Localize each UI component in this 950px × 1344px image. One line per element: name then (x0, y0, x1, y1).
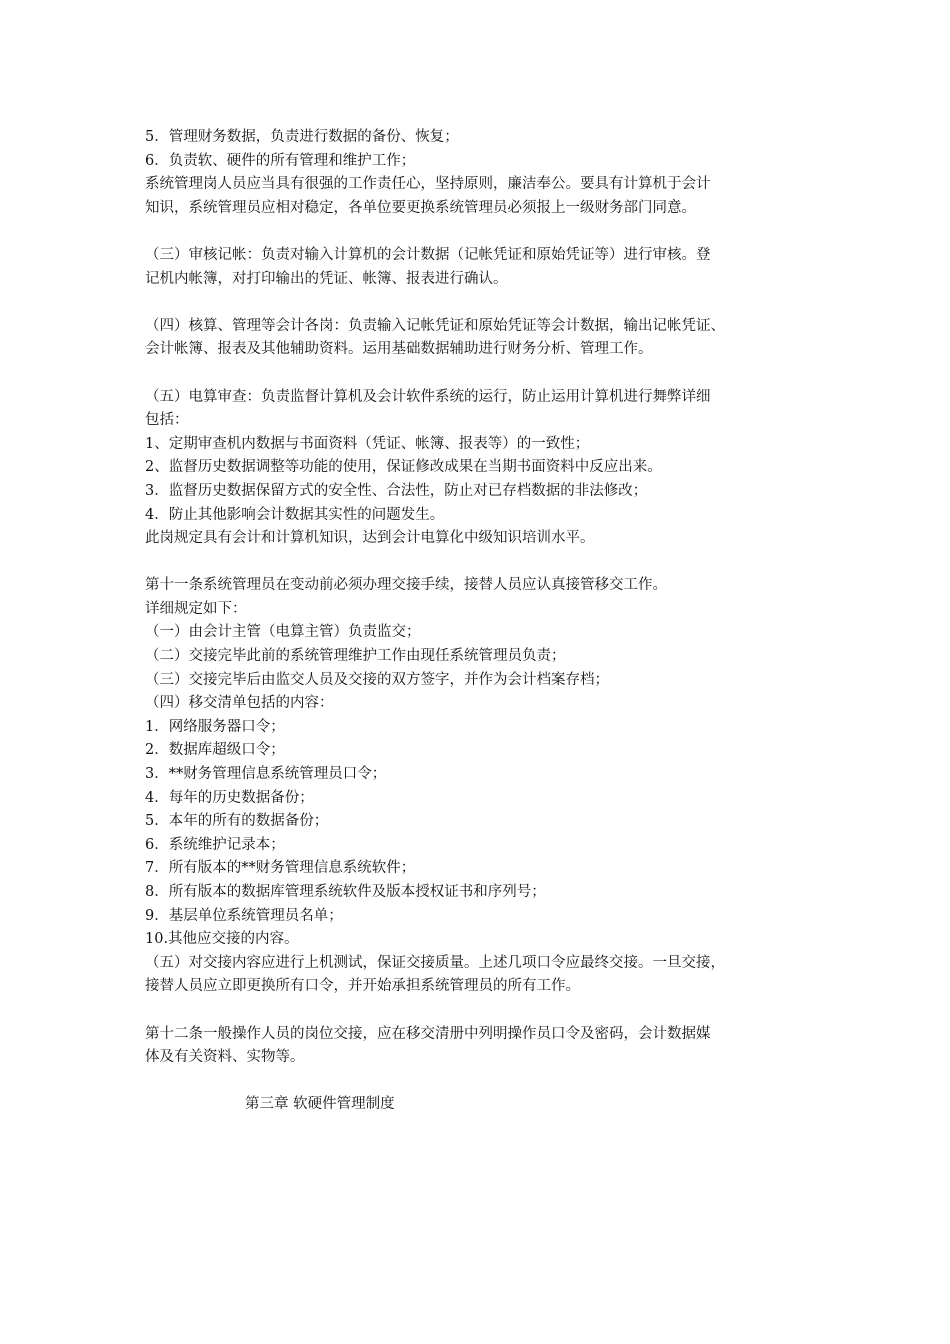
text-line: 包括： (145, 412, 189, 429)
paragraph-gap (145, 291, 825, 315)
text-line: 4．防止其他影响会计数据其实性的问题发生。 (145, 506, 445, 523)
text-line: 7．所有版本的**财务管理信息系统软件； (145, 860, 416, 877)
text-line: 详细规定如下： (145, 600, 247, 617)
text-line: （二）交接完毕此前的系统管理维护工作由现任系统管理员负责； (145, 648, 566, 665)
text-line: 4．每年的历史数据备份； (145, 789, 314, 806)
text-line: 3．监督历史数据保留方式的安全性、合法性，防止对已存档数据的非法修改； (145, 482, 648, 499)
paragraph-gap (145, 999, 825, 1023)
text-line: 第十二条一般操作人员的岗位交接，应在移交清册中列明操作员口令及密码，会计数据媒 (145, 1025, 711, 1042)
text-line: 会计帐簿、报表及其他辅助资料。运用基础数据辅助进行财务分析、管理工作。 (145, 341, 653, 358)
text-line: 此岗规定具有会计和计算机知识，达到会计电算化中级知识培训水平。 (145, 530, 595, 547)
text-line: （三）交接完毕后由监交人员及交接的双方签字，并作为会计档案存档； (145, 671, 609, 688)
text-line: 1．网络服务器口令； (145, 718, 285, 735)
text-line: 记机内帐簿，对打印输出的凭证、帐簿、报表进行确认。 (145, 270, 508, 287)
text-line: （五）对交接内容应进行上机测试，保证交接质量。上述几项口令应最终交接。一旦交接， (145, 954, 725, 971)
text-line: 知识，系统管理员应相对稳定，各单位要更换系统管理员必须报上一级财务部门同意。 (145, 199, 696, 216)
text-line: （一）由会计主管（电算主管）负责监交； (145, 624, 421, 641)
paragraph-gap (145, 220, 825, 244)
text-line: 体及有关资料、实物等。 (145, 1049, 305, 1066)
text-line: 9．基层单位系统管理员名单； (145, 907, 343, 924)
chapter-heading: 第三章 软硬件管理制度 (245, 1096, 395, 1113)
text-line: 第十一条系统管理员在变动前必须办理交接手续，接替人员应认真接管移交工作。 (145, 577, 667, 594)
paragraph-gap (145, 1070, 825, 1094)
text-line: 5．本年的所有的数据备份； (145, 813, 329, 830)
text-line: 5．管理财务数据，负责进行数据的备份、恢复； (145, 129, 459, 145)
text-line: （三）审核记帐：负责对输入计算机的会计数据（记帐凭证和原始凭证等）进行审核。登 (145, 246, 711, 263)
text-line: 接替人员应立即更换所有口令，并开始承担系统管理员的所有工作。 (145, 978, 580, 995)
text-line: 2．数据库超级口令； (145, 742, 285, 759)
text-line: （四）移交清单包括的内容： (145, 695, 334, 712)
paragraph-gap (145, 362, 825, 386)
text-line: 10.其他应交接的内容。 (145, 931, 299, 948)
text-line: 3．**财务管理信息系统管理员口令； (145, 766, 387, 783)
text-line: 1、定期审查机内数据与书面资料（凭证、帐簿、报表等）的一致性； (145, 435, 590, 452)
text-line: 6．系统维护记录本； (145, 836, 285, 853)
text-line: 6．负责软、硬件的所有管理和维护工作； (145, 152, 416, 169)
text-line: （四）核算、管理等会计各岗：负责输入记帐凭证和原始凭证等会计数据，输出记帐凭证、 (145, 317, 725, 334)
text-line: 2、监督历史数据调整等功能的使用，保证修改成果在当期书面资料中反应出来。 (145, 459, 662, 476)
text-line: 系统管理岗人员应当具有很强的工作责任心，坚持原则，廉洁奉公。要具有计算机于会计 (145, 176, 711, 193)
paragraph-gap (145, 551, 825, 575)
document-body (145, 126, 825, 1117)
text-line: （五）电算审查：负责监督计算机及会计软件系统的运行，防止运用计算机进行舞弊详细 (145, 388, 711, 405)
text-line: 8．所有版本的数据库管理系统软件及版本授权证书和序列号； (145, 884, 546, 900)
